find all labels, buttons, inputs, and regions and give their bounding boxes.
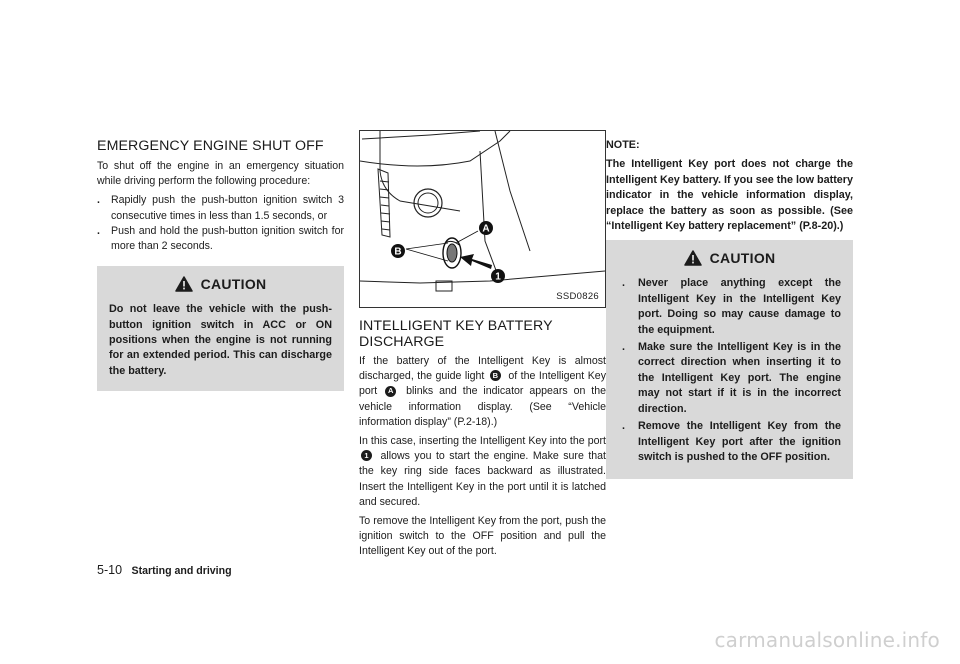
caution-text: Do not leave the vehicle with the push-button ignition switch in ACC or ON positions when the engine is not running for an extended period. This can discharge the battery. — [109, 303, 332, 377]
figure-label-b: B — [394, 246, 402, 258]
battery-paragraph-3: To remove the Intelligent Key from the port, push the ignition switch to the OFF position and pull the Intelligent Key out of the port. — [359, 515, 606, 558]
list-item-text: Make sure the Intelligent Key is in the correct direction when inserting it to the Intelligent Key port. The engine may not start if it is in the incorrect direction. — [638, 341, 841, 415]
list-item — [97, 193, 344, 223]
site-watermark: carmanualsonline.info — [714, 628, 940, 652]
caution-header — [618, 250, 841, 266]
bullet-dot: . — [97, 224, 100, 237]
text-span: of the Intelligent Key port — [359, 370, 606, 398]
key-port-drawing — [360, 131, 605, 307]
emergency-shutoff-section — [97, 138, 344, 391]
list-item-text: Remove the Intelligent Key from the Intelligent Key port after the ignition switch is pushed to the OFF position. — [638, 420, 841, 463]
section-title-emergency-shutoff: EMERGENCY ENGINE SHUT OFF — [97, 138, 324, 154]
caution-label: CAUTION — [709, 249, 776, 266]
note-section — [606, 138, 853, 479]
caution-list — [618, 276, 841, 465]
list-item — [618, 340, 841, 417]
figure-label-1: 1 — [495, 271, 501, 283]
list-item-text: Never place anything except the Intelligent Key in the Intelligent Key port. Doing so may cause damage to the equipment. — [638, 277, 841, 336]
note-text: The Intelligent Key port does not charge the Intelligent Key battery. If you see the low battery indicator in the vehicle information display, replace the battery as soon as possible. (See “Intelligent Key battery replacement” (P.8-20).) — [606, 158, 853, 233]
figure-label-a: A — [482, 223, 490, 235]
bullet-dot: . — [622, 277, 625, 290]
warning-triangle-icon — [175, 276, 193, 292]
list-item-text: Rapidly push the push-button ignition switch 3 consecutive times in less than 1.5 seconds, or — [111, 194, 344, 222]
marker-a: A — [385, 386, 396, 397]
intelligent-key-section — [359, 130, 606, 564]
key-port-illustration — [359, 130, 606, 308]
section-title-key-battery: INTELLIGENT KEY BATTERY DISCHARGE — [359, 318, 553, 350]
caution-label: CAUTION — [200, 275, 267, 292]
list-item-text: Push and hold the push-button ignition switch for more than 2 seconds. — [111, 224, 344, 253]
caution-header — [109, 276, 332, 292]
text-span: In this case, inserting the Intelligent Key into the port — [359, 435, 606, 448]
page-number: 5-10 — [97, 563, 123, 577]
bullet-dot: . — [622, 420, 625, 433]
battery-paragraph-2 — [359, 434, 606, 510]
caution-box — [97, 266, 344, 391]
text-span: allows you to start the engine. Make sure that the key ring side faces backward as illustrated. Insert the Intelligent Key in the port until it is latched and secured. — [359, 450, 607, 508]
emergency-intro-text: To shut off the engine in an emergency situation while driving perform the following procedure: — [97, 160, 344, 188]
battery-paragraph-1 — [359, 354, 606, 430]
marker-b: B — [490, 370, 501, 381]
list-item — [618, 276, 841, 338]
bullet-dot: . — [97, 194, 100, 207]
caution-box — [606, 240, 853, 479]
chapter-title: Starting and driving — [131, 565, 232, 577]
figure-id: SSD0826 — [556, 290, 599, 302]
note-heading: NOTE: — [606, 139, 640, 151]
list-item — [618, 419, 841, 465]
text-span: If the battery of the Intelligent Key is almost discharged, the guide light — [359, 355, 606, 383]
list-item — [97, 224, 344, 254]
emergency-procedure-list — [97, 193, 344, 254]
text-span: blinks and the indicator appears on the vehicle information display. (See “Vehicle information display” (P.2-18).) — [359, 385, 607, 428]
bullet-dot: . — [622, 341, 625, 354]
warning-triangle-icon — [684, 250, 702, 266]
page-footer — [97, 563, 232, 577]
marker-1: 1 — [361, 450, 372, 461]
